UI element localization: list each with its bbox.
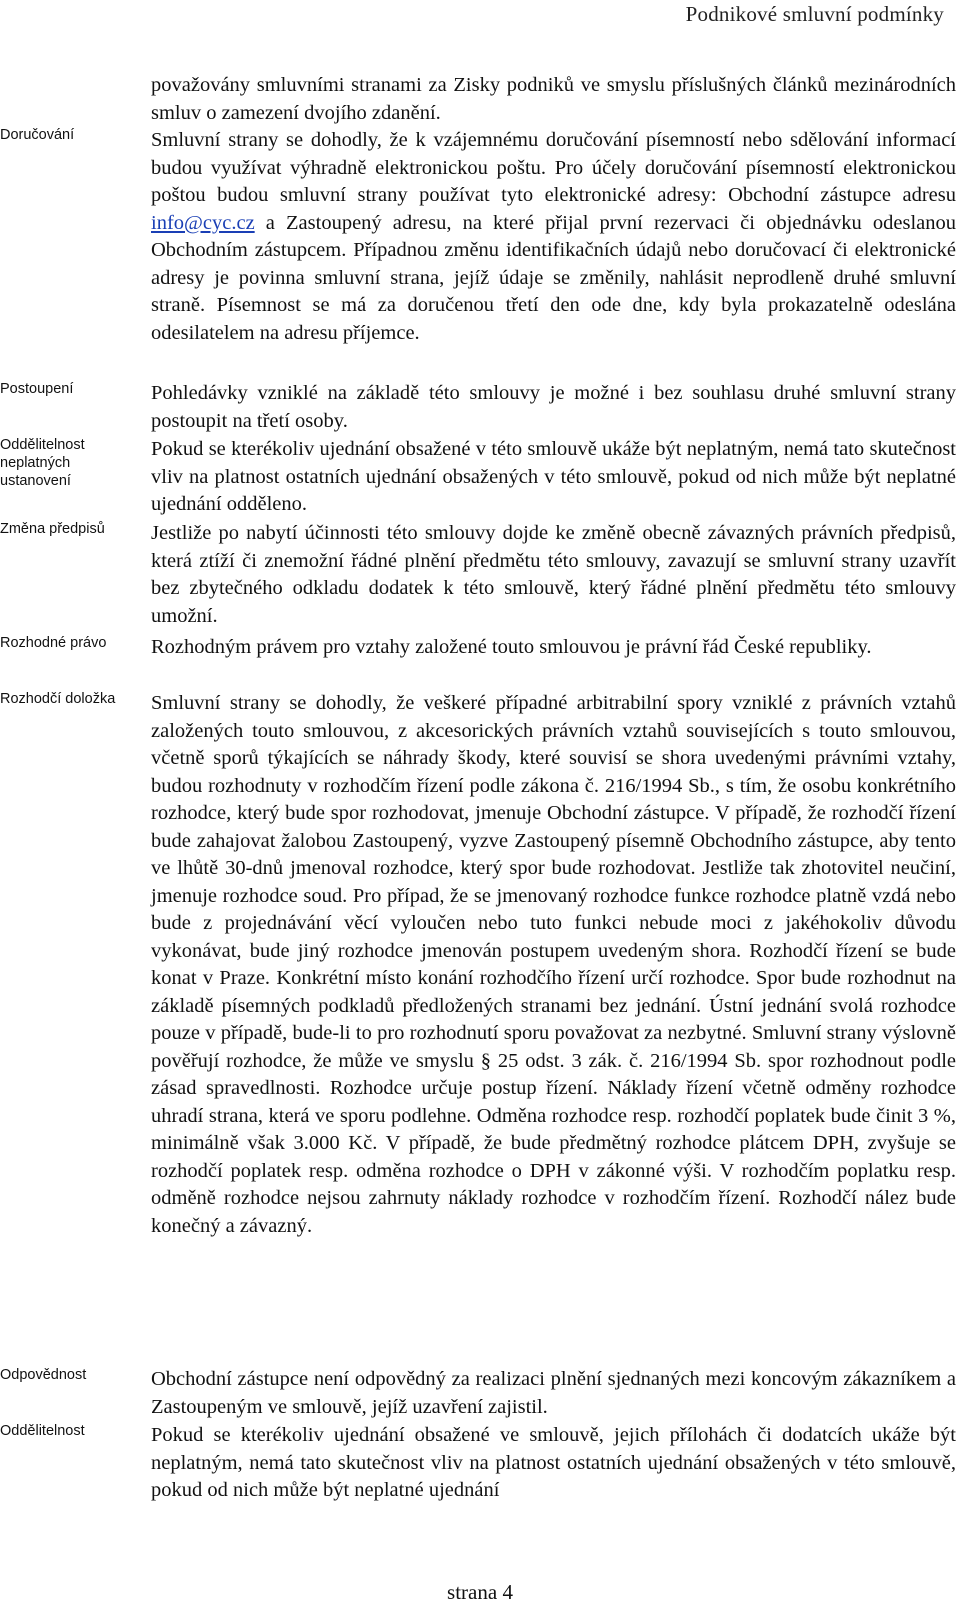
margin-label-zmena-predpisu: Změna předpisů [0, 521, 105, 537]
paragraph-dorucovani [151, 127, 956, 347]
paragraph-oddelitelnost: Pokud se kterékoliv ujednání obsažené ve smlouvě, jejich přílohách či dodatcích ukáže být neplatným, nemá tato skutečnost vliv na platnost ostatních ujednání obsažených v této smlouvě, pokud od nich může být neplatné ujednání [151, 1424, 956, 1501]
paragraph-dorucovani-text-before: Smluvní strany se dohodly, že k vzájemnému doručování písemností nebo sdělování informací budou využívat výhradně elektronickou poštu. Pro účely doručování písemností elektronickou poštou budou smluvní strany používat tyto elektronické adresy: Obchodní zástupce adresu [151, 129, 956, 206]
margin-label-oddelitelnost-neplatnych: Oddělitelnost neplatných ustanovení [0, 437, 85, 489]
paragraph-dorucovani-text-after: a Zastoupený adresu, na které přijal první rezervaci či objednávku odeslanou Obchodním zástupcem. Případnou změnu identifikačních údajů nebo doručovací či elektronické adresy je povinna smluvní strana, jejíž údaje se změnily, nahlásit neprodleně druhé smluvní straně. Písemnost se má za doručenou třetí den ode dne, kdy byla prokazatelně odeslána odesilatelem na adresu příjemce. [151, 211, 956, 344]
paragraph-zmena-predpisu: Jestliže po nabytí účinnosti této smlouvy dojde ke změně obecně závazných právních předpisů, která ztíží či znemožní řádné plnění předmětu této smlouvy, zavazují se smluvní strany uzavřít bez zbytečného odkladu dodatek k této smlouvě, který řádné plnění předmětu této smlouvy umožní. [151, 522, 956, 627]
margin-label-dorucovani: Doručování [0, 127, 75, 143]
margin-label-rozhodne-pravo: Rozhodné právo [0, 635, 107, 651]
margin-label-odpovednost: Odpovědnost [0, 1367, 87, 1383]
paragraph-oddelitelnost-neplatnych: Pokud se kterékoliv ujednání obsažené v této smlouvě ukáže být neplatným, nemá tato skutečnost vliv na platnost ostatních ujednání obsažených v této smlouvě, pokud od nich může být neplatné ujednání odděleno. [151, 438, 956, 515]
paragraph-rozhodne-pravo: Rozhodným právem pro vztahy založené touto smlouvou je právní řád České republiky. [151, 636, 872, 658]
paragraph-zisky-podniku: považovány smluvními stranami za Zisky podniků ve smyslu příslušných článků mezinárodních smluv o zamezení dvojího zdanění. [151, 74, 956, 124]
document-header-title: Podnikové smluvní podmínky [685, 2, 944, 26]
page-number-label: strana 4 [447, 1580, 513, 1604]
paragraph-postoupeni: Pohledávky vzniklé na základě této smlouvy je možné i bez souhlasu druhé smluvní strany postoupit na třetí osoby. [151, 382, 956, 432]
margin-label-postoupeni: Postoupení [0, 381, 74, 397]
margin-label-oddelitelnost: Oddělitelnost [0, 1423, 85, 1439]
margin-label-rozhodci-dolozka: Rozhodčí doložka [0, 691, 116, 707]
page-number [0, 1580, 960, 1605]
paragraph-odpovednost: Obchodní zástupce není odpovědný za realizaci plnění sjednaných mezi koncovým zákazníkem a Zastoupeným ve smlouvě, jejíž uzavření zajistil. [151, 1368, 956, 1418]
email-link[interactable]: info@cyc.cz [151, 211, 255, 234]
paragraph-rozhodci-dolozka: Smluvní strany se dohodly, že veškeré případné arbitrabilní spory vzniklé z právních vztahů založených touto smlouvou, z akcesorických právních vztahů souvisejících s touto smlouvou, včetně sporů týkajících se náhrady škody, které souvisí se shora uvedenými právními vztahy, budou rozhodnuty v rozhodčím řízení podle zákona č. 216/1994 Sb., s tím, že osobu konkrétního rozhodce, který bude spor rozhodovat, jmenuje Obchodní zástupce. V případě, že rozhodčí řízení bude zahajovat žalobou Zastoupený, vyzve Zastoupený písemně Obchodního zástupce, aby tento ve lhůtě 30-dnů jmenoval rozhodce, který spor bude rozhodovat. Jestliže tak zhotovitel neučiní, jmenuje rozhodce soud. Pro případ, že se jmenovaný rozhodce funkce rozhodce platně vzdá nebo bude z projednávání věcí vyloučen nebo tuto funkci nebude moci z jakéhokoliv důvodu vykonávat, bude jiný rozhodce jmenován postupem uvedeným shora. Rozhodčí řízení se bude konat v Praze. Konkrétní místo konání rozhodčího řízení určí rozhodce. Spor bude rozhodnut na základě písemných podkladů předložených stranami bez jednání. Ústní jednání svolá rozhodce pouze v případě, bude-li to pro rozhodnutí sporu považovat za nezbytné. Smluvní strany výslovně pověřují rozhodce, že může ve smyslu § 25 odst. 3 zák. č. 216/1994 Sb. spor rozhodnout podle zásad spravedlnosti. Rozhodce určuje postup řízení. Náklady řízení včetně odměny rozhodce uhradí strana, která ve sporu podlehne. Odměna rozhodce resp. rozhodčí poplatek bude činit 3 %, minimálně však 3.000 Kč. V případě, že bude předmětný rozhodce plátcem DPH, zvyšuje se rozhodčí poplatek resp. odměna rozhodce o DPH v zákonné výši. V rozhodčím poplatku resp. odměně rozhodce nejsou zahrnuty náklady rozhodce v rozhodčím řízení. Rozhodčí nález bude konečný a závazný. [151, 692, 956, 1237]
